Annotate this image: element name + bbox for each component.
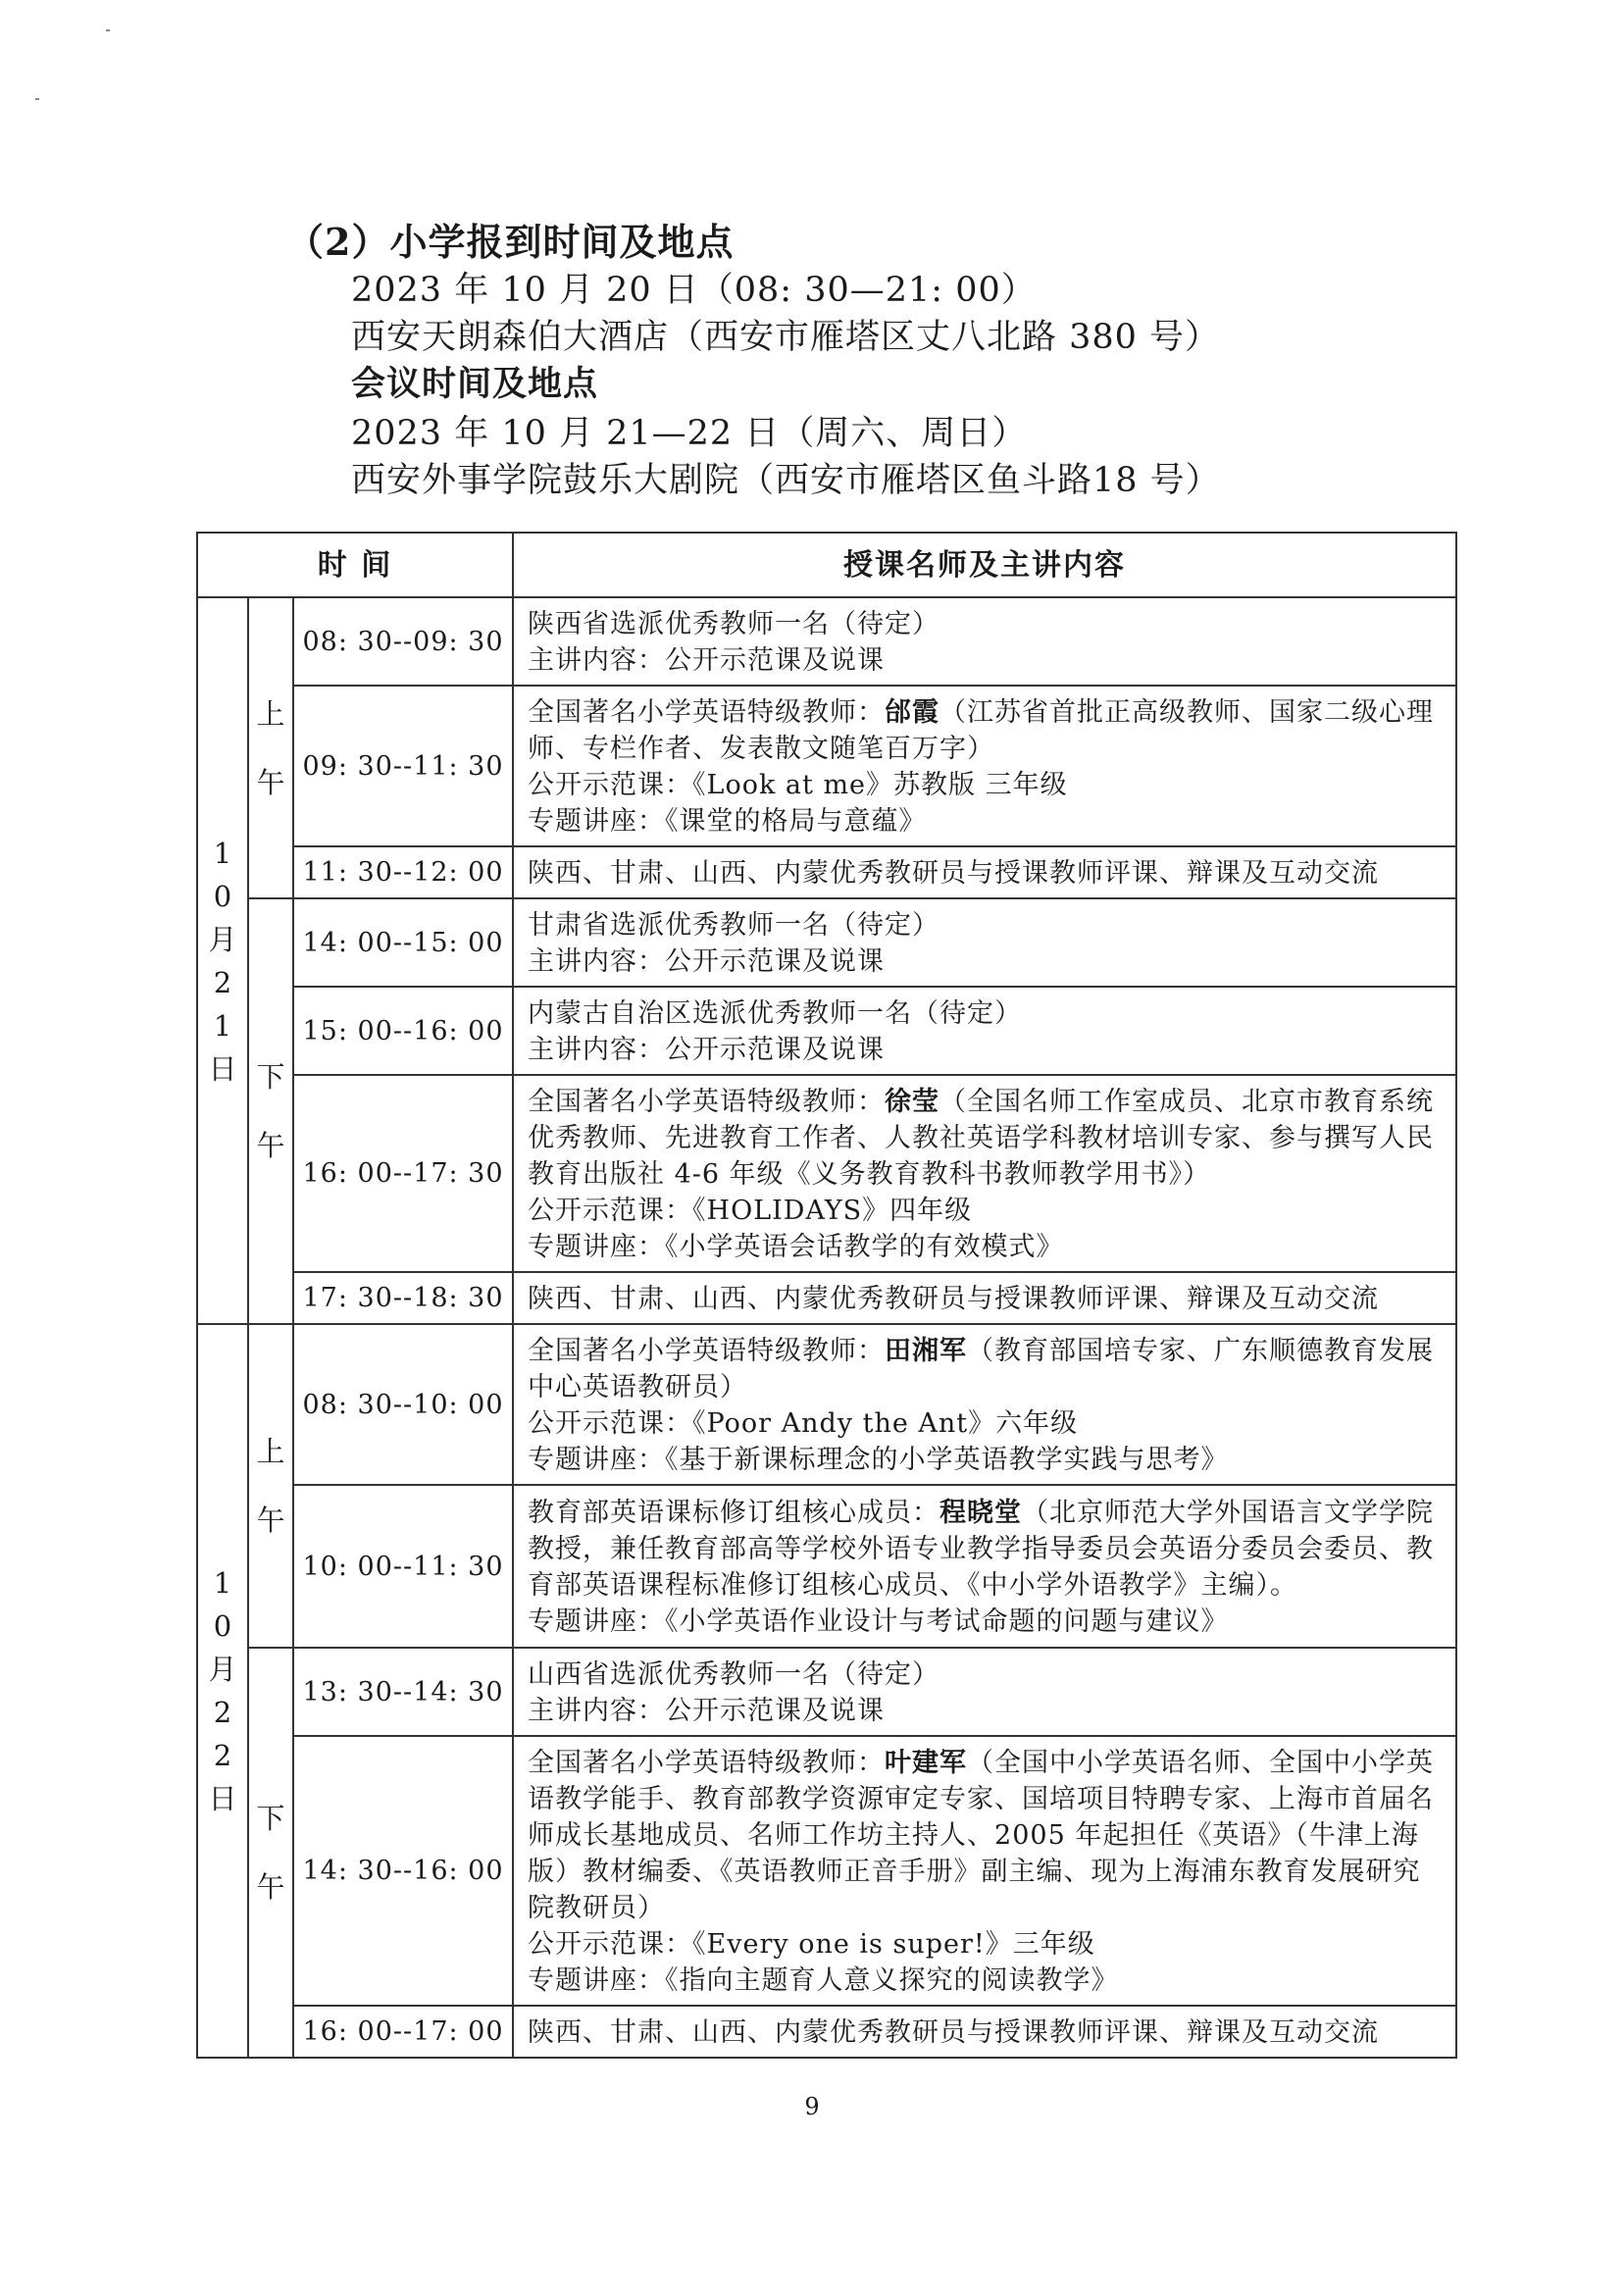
teacher-title: 全国著名小学英语特级教师： — [528, 1336, 886, 1366]
content-cell — [513, 686, 1456, 846]
content-cell — [513, 1324, 1456, 1485]
time-range: 10: 00--11: 30 — [302, 1551, 504, 1582]
time-range: 17: 30--18: 30 — [302, 1283, 504, 1313]
teacher-title: 全国著名小学英语特级教师： — [528, 1748, 886, 1778]
teacher-title: 全国著名小学英语特级教师： — [528, 1087, 886, 1117]
time-range: 13: 30--14: 30 — [302, 1676, 504, 1708]
table-row — [197, 597, 1456, 686]
period-label: 下午 — [256, 1802, 285, 1904]
time-cell — [293, 686, 513, 846]
teacher-intro — [528, 1495, 1444, 1604]
meeting-venue: 西安外事学院鼓乐大剧院（西安市雁塔区鱼斗路18 号） — [351, 461, 1221, 500]
time-cell — [293, 1272, 513, 1324]
content-line: 专题讲座：《基于新课标理念的小学英语教学实践与思考》 — [528, 1445, 1229, 1475]
content-cell — [513, 1485, 1456, 1648]
table-row — [197, 1648, 1456, 1736]
content-line: 主讲内容：公开示范课及说课 — [528, 645, 886, 676]
period-am-cell — [248, 597, 293, 898]
teacher-credentials: （江苏省首批正高级教师、国家二级心理师、专栏作者、发表散文随笔百万字） — [528, 697, 1435, 764]
time-range: 16: 00--17: 30 — [302, 1158, 504, 1189]
teacher-name: 田湘军 — [885, 1336, 968, 1366]
content-line: 专题讲座：《小学英语会话教学的有效模式》 — [528, 1232, 1064, 1262]
teacher-intro — [528, 1084, 1444, 1193]
period-pm-cell — [248, 1648, 293, 2058]
time-range: 09: 30--11: 30 — [302, 750, 504, 782]
scan-speck — [35, 98, 39, 100]
content-line: 专题讲座：《课堂的格局与意蕴》 — [528, 806, 927, 837]
content-line: 主讲内容：公开示范课及说课 — [528, 1696, 886, 1726]
teacher-credentials: （全国名师工作室成员、北京市教育系统优秀教师、先进教育工作者、人教社英语学科教材培训专家、参与撰写人民教育出版社 4-6 年级《义务教育教科书教师教学用书》） — [528, 1087, 1435, 1190]
table-row — [197, 2006, 1456, 2058]
date-label: 10月22日 — [208, 1566, 237, 1815]
table-row — [197, 1324, 1456, 1485]
time-cell — [293, 1736, 513, 2006]
content-line: 陕西省选派优秀教师一名（待定） — [528, 609, 940, 639]
time-cell — [293, 1648, 513, 1736]
content-line: 山西省选派优秀教师一名（待定） — [528, 1659, 940, 1690]
teacher-credentials: （教育部国培专家、广东顺德教育发展中心英语教研员） — [528, 1336, 1435, 1402]
content-line: 公开示范课：《Poor Andy the Ant》六年级 — [528, 1408, 1079, 1439]
content-line: 专题讲座：《指向主题育人意义探究的阅读教学》 — [528, 1965, 1119, 1996]
content-line: 陕西、甘肃、山西、内蒙优秀教研员与授课教师评课、辩课及互动交流 — [528, 2017, 1380, 2048]
teacher-name: 徐莹 — [885, 1087, 940, 1117]
time-range: 14: 00--15: 00 — [302, 927, 504, 958]
date-cell — [197, 597, 248, 1324]
header-time: 时 间 — [197, 533, 513, 597]
registration-venue: 西安天朗森伯大酒店（西安市雁塔区丈八北路 380 号） — [351, 318, 1221, 357]
teacher-intro — [528, 1333, 1444, 1405]
time-range: 08: 30--10: 00 — [302, 1389, 504, 1420]
table-row — [197, 686, 1456, 846]
section-heading: （2）小学报到时间及地点 — [286, 220, 735, 264]
table-row — [197, 1485, 1456, 1648]
content-line: 主讲内容：公开示范课及说课 — [528, 946, 886, 977]
content-line: 专题讲座：《小学英语作业设计与考试命题的问题与建议》 — [528, 1606, 1229, 1637]
content-cell — [513, 846, 1456, 898]
table-row — [197, 1075, 1456, 1272]
teacher-name: 程晓堂 — [939, 1498, 1023, 1528]
content-cell — [513, 898, 1456, 987]
period-label: 下午 — [256, 1060, 285, 1162]
teacher-credentials: （北京师范大学外国语言文学学院教授，兼任教育部高等学校外语专业教学指导委员会英语分委员会委员、教育部英语课程标准修订组核心成员、《中小学外语教学》主编）。 — [528, 1498, 1435, 1601]
table-row — [197, 987, 1456, 1075]
header-content: 授课名师及主讲内容 — [513, 533, 1456, 597]
time-range: 16: 00--17: 00 — [302, 2016, 504, 2047]
period-label: 上午 — [256, 696, 285, 799]
content-cell — [513, 1075, 1456, 1272]
period-pm-cell — [248, 898, 293, 1324]
content-cell — [513, 1736, 1456, 2006]
schedule-table — [196, 532, 1457, 2059]
content-line: 公开示范课：《HOLIDAYS》四年级 — [528, 1196, 973, 1226]
registration-time: 2023 年 10 月 20 日（08: 30—21: 00） — [351, 271, 1037, 310]
content-line: 陕西、甘肃、山西、内蒙优秀教研员与授课教师评课、辩课及互动交流 — [528, 858, 1380, 889]
table-row — [197, 1272, 1456, 1324]
time-range: 08: 30--09: 30 — [302, 626, 504, 657]
date-label: 10月21日 — [208, 836, 237, 1086]
table-row — [197, 1736, 1456, 2006]
time-cell — [293, 597, 513, 686]
teacher-intro — [528, 1745, 1444, 1926]
table-row — [197, 898, 1456, 987]
time-cell — [293, 2006, 513, 2058]
period-am-cell — [248, 1324, 293, 1648]
teacher-title: 全国著名小学英语特级教师： — [528, 697, 886, 728]
scan-speck — [106, 29, 110, 31]
time-range: 11: 30--12: 00 — [302, 857, 504, 888]
teacher-title: 教育部英语课标修订组核心成员： — [528, 1498, 940, 1528]
page-number: 9 — [804, 2093, 820, 2120]
table-header-row — [197, 533, 1456, 597]
time-cell — [293, 898, 513, 987]
content-line: 公开示范课：《Look at me》苏教版 三年级 — [528, 770, 1068, 800]
period-label: 上午 — [256, 1435, 285, 1537]
content-cell — [513, 597, 1456, 686]
time-cell — [293, 987, 513, 1075]
teacher-credentials: （全国中小学英语名师、全国中小学英语教学能手、教育部教学资源审定专家、国培项目特聘专家、上海市首届名师成长基地成员、名师工作坊主持人、2005 年起担任《英语》（牛津上海版）教材编委、《英语教师正音手册》副主编、现为上海浦东教育发展研究院教研员） — [528, 1748, 1435, 1923]
time-range: 14: 30--16: 00 — [302, 1856, 504, 1886]
meeting-time: 2023 年 10 月 21—22 日（周六、周日） — [351, 414, 1028, 453]
teacher-name: 邰霞 — [885, 697, 940, 728]
content-cell — [513, 987, 1456, 1075]
content-cell — [513, 1648, 1456, 1736]
teacher-intro — [528, 694, 1444, 767]
meeting-subheading: 会议时间及地点 — [351, 364, 599, 404]
time-cell — [293, 1485, 513, 1648]
date-cell — [197, 1324, 248, 2058]
table-row — [197, 846, 1456, 898]
time-cell — [293, 846, 513, 898]
content-line: 公开示范课：《Every one is super!》三年级 — [528, 1929, 1095, 1960]
time-cell — [293, 1324, 513, 1485]
content-cell — [513, 2006, 1456, 2058]
content-line: 陕西、甘肃、山西、内蒙优秀教研员与授课教师评课、辩课及互动交流 — [528, 1284, 1380, 1314]
content-cell — [513, 1272, 1456, 1324]
content-line: 内蒙古自治区选派优秀教师一名（待定） — [528, 998, 1023, 1029]
content-line: 甘肃省选派优秀教师一名（待定） — [528, 910, 940, 941]
teacher-name: 叶建军 — [885, 1748, 968, 1778]
content-line: 主讲内容：公开示范课及说课 — [528, 1035, 886, 1065]
time-range: 15: 00--16: 00 — [302, 1015, 504, 1046]
time-cell — [293, 1075, 513, 1272]
